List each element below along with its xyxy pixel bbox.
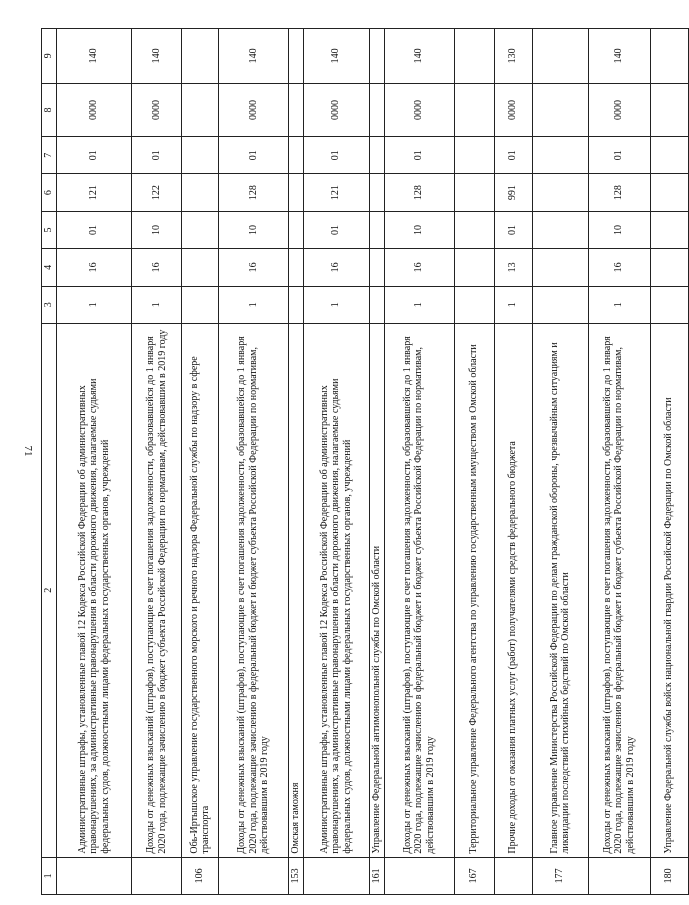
cell-c9: 130 [494,29,532,84]
cell-c5: 10 [219,211,289,248]
cell-c7 [532,137,588,174]
cell-admin-code [57,857,132,894]
cell-c8: 0000 [588,83,650,136]
cell-c4 [182,249,219,286]
cell-name: Омская таможня [289,323,304,857]
cell-c8 [650,83,688,136]
cell-c9: 140 [132,29,182,84]
column-number: 1 [42,857,57,894]
cell-c5: 10 [384,211,454,248]
table-row [532,29,588,895]
cell-admin-code: 180 [650,857,688,894]
cell-c7 [289,137,304,174]
cell-c7 [182,137,219,174]
cell-c6 [532,174,588,211]
cell-c8: 0000 [132,83,182,136]
cell-c8 [182,83,219,136]
table-row [57,29,132,895]
table-row [132,29,182,895]
cell-c9 [650,29,688,84]
column-number: 7 [42,137,57,174]
cell-c9: 140 [303,29,369,84]
cell-c7: 01 [132,137,182,174]
cell-admin-code: 161 [369,857,384,894]
cell-c4: 16 [219,249,289,286]
cell-c7: 01 [303,137,369,174]
table-row [494,29,532,895]
cell-c9 [369,29,384,84]
cell-c6 [369,174,384,211]
cell-name: Прочие доходы от оказания платных услуг (работ) получателями средств федерального бюджета [494,323,532,857]
table-row [219,29,289,895]
table-row [182,29,219,895]
cell-c5 [454,211,494,248]
cell-c5: 01 [303,211,369,248]
cell-c9 [532,29,588,84]
cell-c7: 01 [384,137,454,174]
column-number: 4 [42,249,57,286]
column-number: 8 [42,83,57,136]
cell-c4: 16 [132,249,182,286]
cell-c5 [289,211,304,248]
cell-c4: 16 [588,249,650,286]
table-row [289,29,304,895]
cell-name: Административные штрафы, установленные главой 12 Кодекса Российской Федерации об административных правонарушениях, за административные правонарушения в области дорожного движения, налагаемые судьями федеральных судов, должностными лицами федеральных государственных органов, учреждений [57,323,132,857]
cell-c8: 0000 [494,83,532,136]
column-number: 5 [42,211,57,248]
cell-c4: 16 [57,249,132,286]
cell-c4: 16 [384,249,454,286]
cell-c4 [289,249,304,286]
cell-c4: 13 [494,249,532,286]
cell-c7 [650,137,688,174]
cell-admin-code [384,857,454,894]
cell-c5: 01 [494,211,532,248]
cell-c5 [369,211,384,248]
cell-c9 [289,29,304,84]
cell-c4 [532,249,588,286]
cell-admin-code [588,857,650,894]
cell-c6: 991 [494,174,532,211]
column-number: 3 [42,286,57,323]
cell-c5: 10 [132,211,182,248]
cell-c9: 140 [57,29,132,84]
cell-c3: 1 [57,286,132,323]
cell-c6: 128 [384,174,454,211]
cell-c8 [369,83,384,136]
cell-name: Административные штрафы, установленные главой 12 Кодекса Российской Федерации об административных правонарушениях, за административные правонарушения в области дорожного движения, налагаемые судьями федеральных судов, должностными лицами федеральных государственных органов, учреждений [303,323,369,857]
cell-c7: 01 [494,137,532,174]
cell-admin-code [494,857,532,894]
cell-c7 [369,137,384,174]
cell-c4 [369,249,384,286]
cell-c6: 122 [132,174,182,211]
cell-c7 [454,137,494,174]
cell-name: Территориальное управление Федерального агентства по управлению государственным имуществом в Омской области [454,323,494,857]
cell-c3: 1 [384,286,454,323]
cell-c6: 128 [219,174,289,211]
cell-admin-code [303,857,369,894]
table-row [650,29,688,895]
column-number: 9 [42,29,57,84]
cell-c5 [182,211,219,248]
column-number-row [42,29,57,895]
cell-c3: 1 [132,286,182,323]
cell-c8 [532,83,588,136]
column-number: 2 [42,323,57,857]
cell-c3: 1 [303,286,369,323]
cell-c6: 121 [57,174,132,211]
cell-c7: 01 [57,137,132,174]
cell-name: Главное управление Министерства Российской Федерации по делам гражданской обороны, чрезвычайным ситуациям и ликвидации последствий стихийных бедствий по Омской области [532,323,588,857]
cell-c3: 1 [494,286,532,323]
cell-c9 [454,29,494,84]
cell-admin-code [132,857,182,894]
cell-name: Доходы от денежных взысканий (штрафов), поступающие в счет погашения задолженности, образовавшейся до 1 января 2020 года, подлежащие зачислению в федеральный бюджет и бюджет субъекта Российской Федерации по нормативам, действовавшим в 2019 году [588,323,650,857]
cell-c3 [289,286,304,323]
cell-c9: 140 [384,29,454,84]
cell-c4 [650,249,688,286]
cell-c9: 140 [219,29,289,84]
cell-c3: 1 [219,286,289,323]
cell-c9 [182,29,219,84]
cell-c8: 0000 [384,83,454,136]
cell-c6 [182,174,219,211]
cell-c5 [650,211,688,248]
cell-admin-code: 167 [454,857,494,894]
cell-c3 [532,286,588,323]
cell-name: Доходы от денежных взысканий (штрафов), поступающие в счет погашения задолженности, образовавшейся до 1 января 2020 года, подлежащие зачислению в федеральный бюджет и бюджет субъекта Российской Федерации по нормативам, действовавшим в 2019 году [219,323,289,857]
cell-name: Обь-Иртышское управление государственного морского и речного надзора Федеральной службы по надзору в сфере транспорта [182,323,219,857]
cell-c4: 16 [303,249,369,286]
rotated-table-page [41,28,675,895]
cell-c8 [289,83,304,136]
cell-c8: 0000 [219,83,289,136]
cell-c3 [650,286,688,323]
cell-c3: 1 [588,286,650,323]
cell-c8 [454,83,494,136]
column-number: 6 [42,174,57,211]
cell-c7: 01 [219,137,289,174]
cell-c6: 128 [588,174,650,211]
table-row [384,29,454,895]
cell-admin-code: 177 [532,857,588,894]
cell-name: Доходы от денежных взысканий (штрафов), поступающие в счет погашения задолженности, образовавшейся до 1 января 2020 года, подлежащие зачислению в бюджет субъекта Российской Федерации по нормативам, действовавшим в 2019 году [132,323,182,857]
table-row [588,29,650,895]
cell-name: Управление Федеральной антимонопольной службы по Омской области [369,323,384,857]
cell-name: Доходы от денежных взысканий (штрафов), поступающие в счет погашения задолженности, образовавшейся до 1 января 2020 года, подлежащие зачислению в федеральный бюджет и бюджет субъекта Российской Федерации по нормативам, действовавшим в 2019 году [384,323,454,857]
table-row [369,29,384,895]
cell-c5 [532,211,588,248]
cell-admin-code [219,857,289,894]
cell-c5: 10 [588,211,650,248]
cell-admin-code: 153 [289,857,304,894]
cell-c6: 121 [303,174,369,211]
cell-c4 [454,249,494,286]
cell-c9: 140 [588,29,650,84]
cell-admin-code: 106 [182,857,219,894]
cell-name: Управление Федеральной службы войск национальной гвардии Российской Федерации по Омской области [650,323,688,857]
table-row [303,29,369,895]
cell-c6 [650,174,688,211]
revenue-codes-table [41,28,689,895]
cell-c6 [289,174,304,211]
cell-c8: 0000 [57,83,132,136]
cell-c3 [369,286,384,323]
cell-c3 [182,286,219,323]
cell-c8: 0000 [303,83,369,136]
cell-c6 [454,174,494,211]
cell-c5: 01 [57,211,132,248]
cell-c3 [454,286,494,323]
table-row [454,29,494,895]
cell-c7: 01 [588,137,650,174]
page-number: 71 [22,445,34,457]
